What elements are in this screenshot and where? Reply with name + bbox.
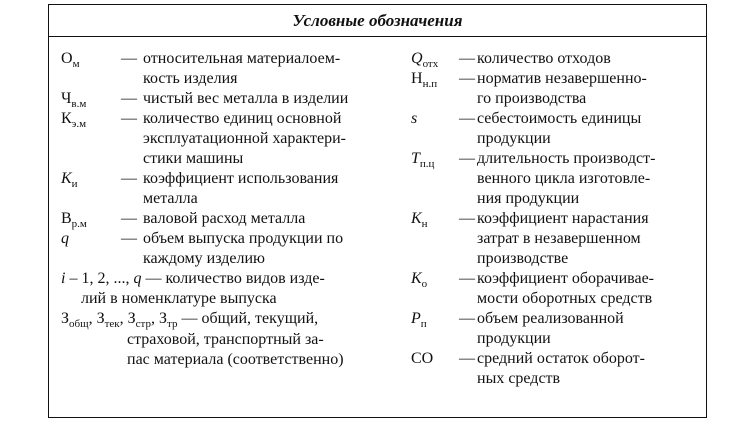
legend-symbol [61, 109, 86, 130]
dash-separator: — [121, 170, 137, 187]
description-line: стики машины [143, 150, 244, 167]
symbol-letter: К [61, 170, 72, 187]
legend-description [477, 209, 649, 269]
description-line: продукции [477, 130, 551, 147]
symbol-subscript: м [72, 58, 80, 70]
legend-symbol [411, 309, 427, 330]
legend-description [143, 109, 346, 169]
symbol-subscript: тек [104, 318, 120, 330]
legend-symbol [411, 149, 434, 170]
symbol-letter: Ч [61, 90, 72, 107]
symbol-letter: З [96, 310, 105, 327]
symbol-letter: К [411, 270, 422, 287]
description-line: ных средств [477, 370, 561, 387]
symbol-subscript: п.ц [419, 158, 435, 170]
description-line: объем реализованной [477, 310, 624, 327]
symbol-subscript: р.м [71, 218, 87, 230]
legend-description [143, 169, 338, 209]
symbol-letter: З [61, 310, 70, 327]
legend-symbol [61, 229, 69, 249]
description-line: чистый вес металла в изделии [143, 90, 349, 107]
legend-description [477, 109, 641, 149]
description-line: кость изделия [143, 70, 238, 87]
description-line: — количество видов изде- [141, 270, 325, 287]
description-line: каждому изделию [143, 250, 265, 267]
symbol-subscript: в.м [71, 98, 87, 110]
symbol-letter: P [411, 310, 421, 327]
legend-entry-i [61, 269, 325, 309]
symbol-letter: К [61, 110, 72, 127]
description-line: количество отходов [477, 50, 611, 67]
dash-separator: — [121, 50, 137, 67]
dash-separator: — [121, 210, 137, 227]
legend-symbol [411, 109, 417, 129]
symbol-letter: К [411, 210, 422, 227]
symbol-q: q [133, 270, 142, 287]
symbol-letter: T [411, 150, 420, 167]
dash-separator: — [459, 150, 475, 167]
legend-description [143, 209, 305, 229]
legend-description [143, 49, 340, 89]
description-line: коэффициент нарастания [477, 210, 649, 227]
description-line: эксплуатационной характери- [143, 130, 347, 147]
description-line: средний остаток оборот- [477, 350, 645, 367]
symbol-letter: СО [411, 350, 434, 367]
symbol-letter: В [61, 210, 72, 227]
description-line: относительная материалоем- [143, 50, 341, 67]
description-line: норматив незавершенно- [477, 70, 647, 87]
description-line: го производства [477, 90, 587, 107]
legend-symbol [411, 69, 437, 90]
legend-entry-z [61, 309, 344, 370]
dash-separator: — [459, 110, 475, 127]
symbol-subscript: п [420, 318, 427, 330]
description-line: продукции [477, 330, 551, 347]
legend-symbol [411, 349, 433, 369]
symbol-range: – 1, 2, ..., [65, 270, 134, 287]
description-line: себестоимость единицы [477, 110, 642, 127]
symbol-i: i [61, 270, 66, 287]
legend-description [477, 69, 647, 109]
description-line: затрат в незавершенном [477, 230, 641, 247]
symbol-subscript: н [421, 218, 428, 230]
comma: , [88, 310, 97, 327]
description-line: коэффициент использования [143, 170, 339, 187]
legend-symbol [61, 49, 80, 70]
legend-symbol [411, 209, 428, 230]
symbol-subscript: о [421, 278, 428, 290]
legend-description [477, 309, 624, 349]
symbol-subscript: общ [69, 318, 89, 330]
description-line: лий в номенклатуре выпуска [81, 290, 277, 307]
dash-separator: — [121, 230, 137, 247]
description-line: пас материала (соответственно) [127, 351, 344, 368]
dash-separator: — [459, 70, 475, 87]
symbol-letter: Н [411, 70, 423, 87]
dash-separator: — [459, 270, 475, 287]
legend-description [143, 229, 343, 269]
symbol-letter: Q [411, 50, 423, 67]
dash-separator: — [459, 50, 475, 67]
dash-separator: — [459, 210, 475, 227]
symbol-subscript: н.п [422, 78, 438, 90]
comma: , [151, 310, 159, 327]
legend-description [477, 269, 654, 309]
description-line: производстве [477, 250, 569, 267]
legend-symbol [411, 49, 438, 70]
dash-separator: — [459, 310, 475, 327]
description-line: мости оборотных средств [477, 290, 653, 307]
description-line: — общий, текущий, [177, 310, 319, 327]
legend-description [477, 49, 611, 69]
dash-separator: — [121, 110, 137, 127]
symbol-subscript: тр [167, 318, 178, 330]
legend-symbol [61, 209, 87, 230]
legend-description [477, 349, 645, 389]
legend-symbol [61, 89, 86, 110]
legend-box [48, 4, 707, 418]
description-line: объем выпуска продукции по [143, 230, 344, 247]
symbol-subscript: отх [422, 58, 439, 70]
symbol-letter: З [127, 310, 136, 327]
symbol-subscript: и [71, 178, 78, 190]
description-line: венного цикла изготовле- [477, 170, 651, 187]
description-line: коэффициент оборачивае- [477, 270, 654, 287]
symbol-subscript: стр [135, 318, 151, 330]
dash-separator: — [459, 350, 475, 367]
symbol-subscript: э.м [71, 118, 87, 130]
symbol-letter: q [61, 230, 69, 247]
description-line: валовой расход металла [143, 210, 306, 227]
symbol-letter: О [61, 50, 73, 67]
description-line: длительность производст- [477, 150, 656, 167]
legend-title: Условные обозначения [292, 11, 463, 30]
legend-description [477, 149, 655, 209]
symbol-letter: З [159, 310, 168, 327]
comma: , [119, 310, 128, 327]
description-line: страховой, транспортный за- [127, 331, 324, 348]
legend-symbol [61, 169, 78, 190]
symbol-letter: s [411, 110, 418, 127]
description-line: металла [143, 190, 198, 207]
description-line: количество единиц основной [143, 110, 342, 127]
dash-separator: — [121, 90, 137, 107]
legend-header [49, 5, 706, 37]
legend-description [143, 89, 348, 109]
description-line: ния продукции [477, 190, 580, 207]
legend-symbol [411, 269, 427, 290]
